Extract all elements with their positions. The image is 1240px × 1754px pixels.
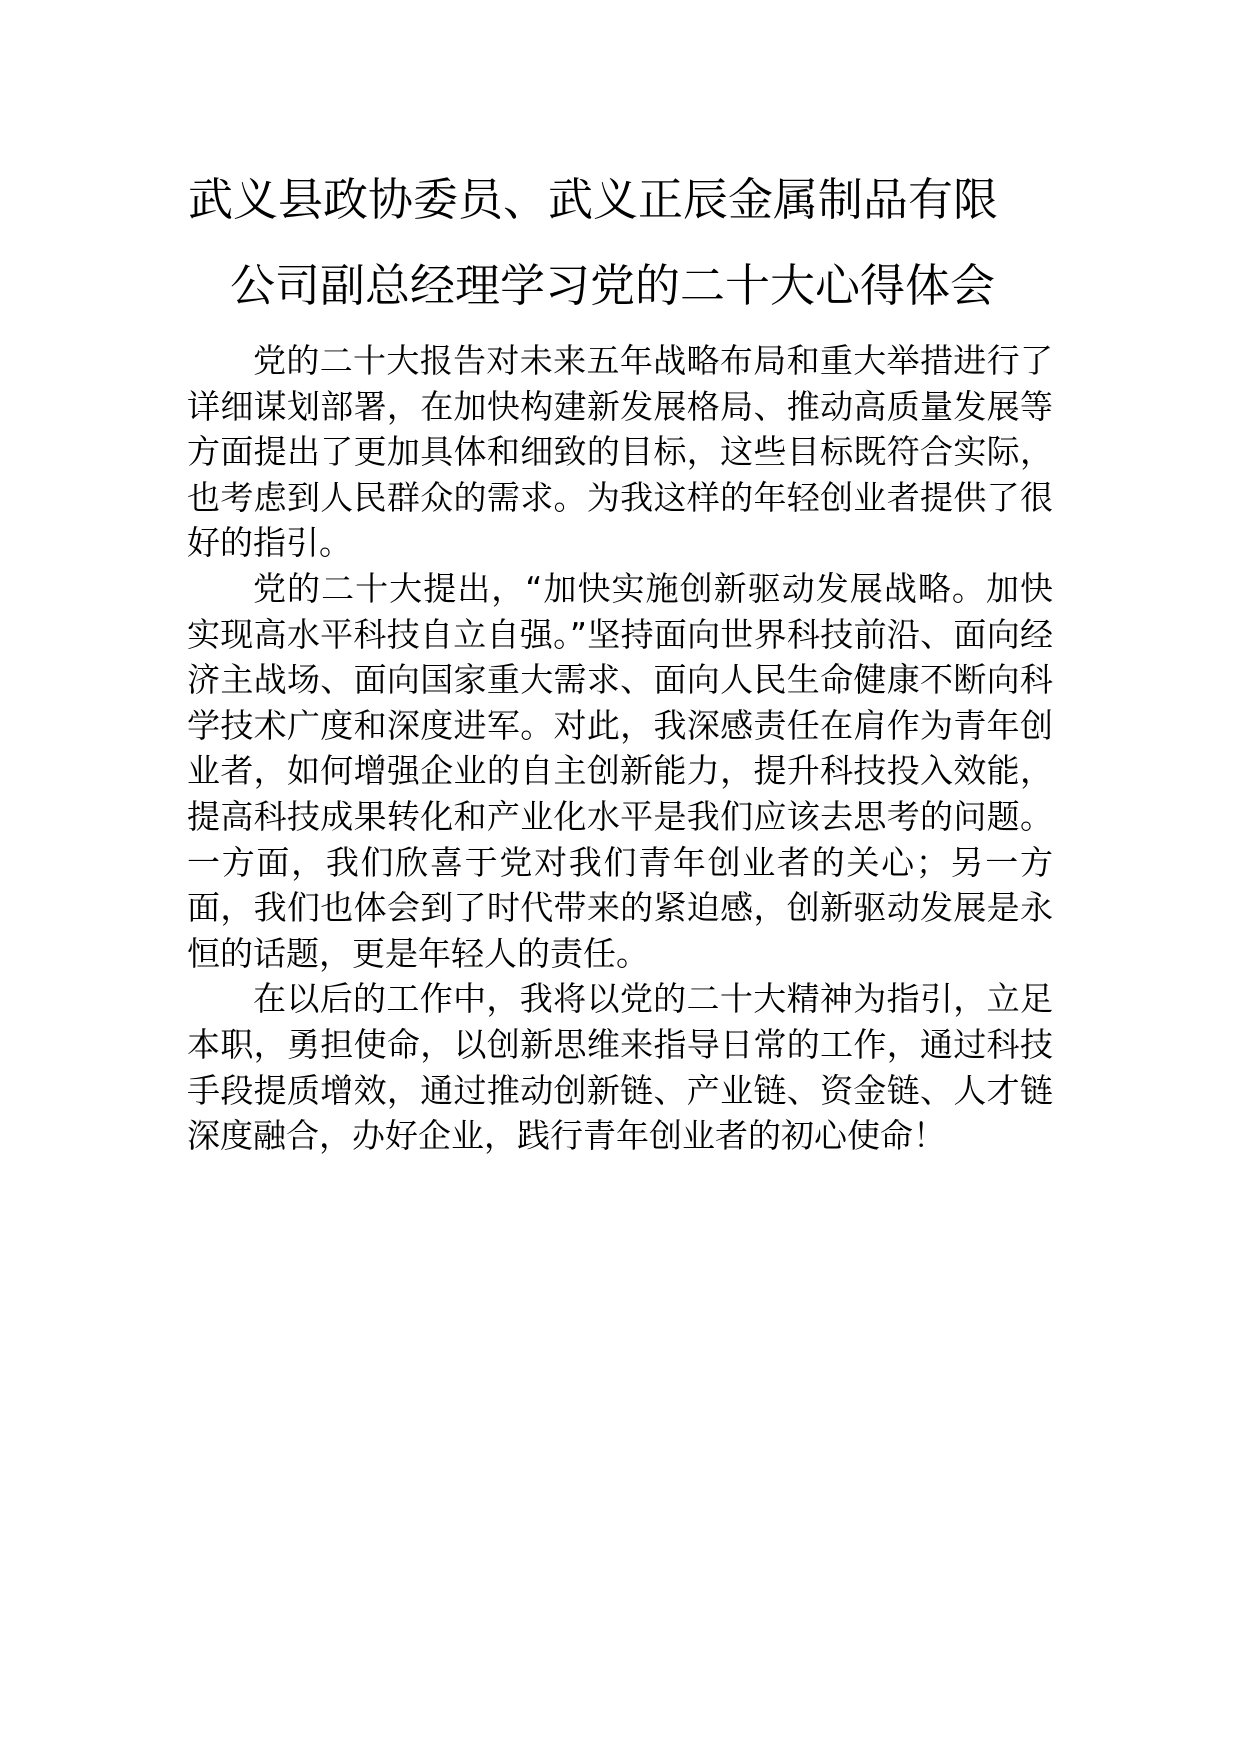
paragraph-2: 党的二十大提出，“加快实施创新驱动发展战略。加快实现高水平科技自立自强。”坚持面向世界科技前沿、面向经济主战场、面向国家重大需求、面向人民生命健康不断向科学技术广度和深度进军。对此，我深感责任在肩作为青年创业者，如何增强企业的自主创新能力，提升科技投入效能，提高科技成果转化和产业化水平是我们应该去思考的问题。一方面，我们欣喜于党对我们青年创业者的关心；另一方面，我们也体会到了时代带来的紧迫感，创新驱动发展是永恒的话题，更是年轻人的责任。: [187, 568, 1053, 973]
document-body: [187, 338, 1053, 1159]
paragraph-3: 在以后的工作中，我将以党的二十大精神为指引，立足本职，勇担使命，以创新思维来指导日常的工作，通过科技手段提质增效，通过推动创新链、产业链、资金链、人才链深度融合，办好企业，践行青年创业者的初心使命！: [187, 979, 1053, 1156]
document-title-line-2: 公司副总经理学习党的二十大心得体会: [230, 259, 996, 312]
document-title-line-1: 武义县政协委员、武义正辰金属制品有限: [188, 173, 999, 226]
paragraph-1: 党的二十大报告对未来五年战略布局和重大举措进行了详细谋划部署，在加快构建新发展格局、推动高质量发展等方面提出了更加具体和细致的目标，这些目标既符合实际，也考虑到人民群众的需求。为我这样的年轻创业者提供了很好的指引。: [187, 341, 1053, 563]
